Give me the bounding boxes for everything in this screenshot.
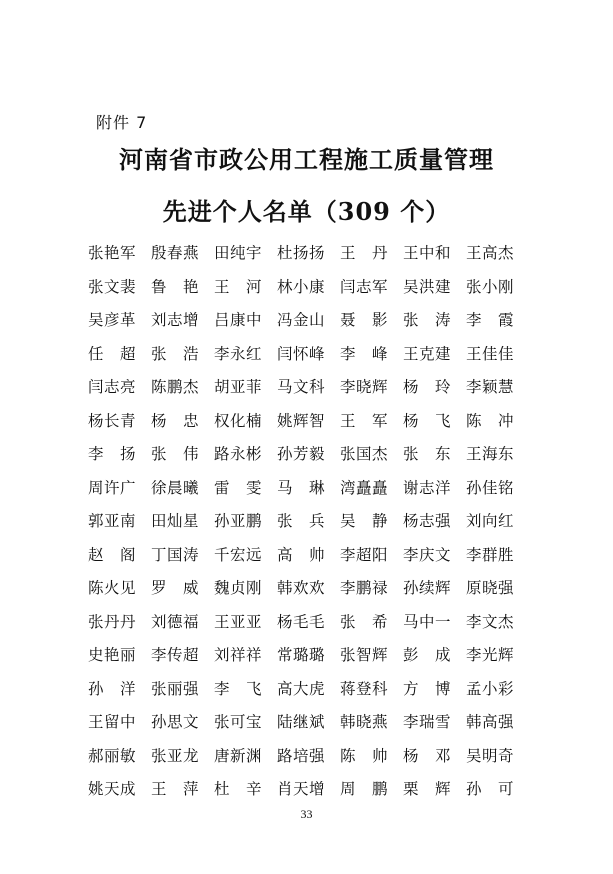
- person-name: 李鹏禄: [340, 579, 389, 597]
- person-name: 殷春燕: [151, 244, 200, 262]
- person-name: 路永彬: [214, 445, 263, 463]
- person-name: 李光辉: [466, 646, 515, 664]
- person-name: 孙佳铭: [466, 478, 515, 497]
- person-name: 李庆文: [403, 545, 452, 564]
- person-name: 王海东: [466, 445, 515, 463]
- person-name: 杜扬扬: [277, 244, 326, 262]
- person-name: 杨 忠: [151, 411, 200, 430]
- person-name: 孙思文: [151, 713, 200, 731]
- page-number: 33: [300, 807, 313, 821]
- person-name: 王中和: [403, 244, 452, 262]
- person-name: 孟小彩: [466, 679, 515, 698]
- person-name: 周许广: [88, 478, 137, 497]
- person-name: 闫志亮: [88, 378, 137, 396]
- person-name: 李瑞雪: [403, 713, 452, 731]
- person-name: 雷 雯: [214, 478, 263, 497]
- person-name: 陈鹏杰: [151, 378, 200, 396]
- person-name: 刘向红: [466, 512, 515, 530]
- person-name: 张 兵: [277, 512, 326, 530]
- person-name: 吴洪建: [403, 277, 452, 296]
- person-name: 李 飞: [214, 679, 263, 698]
- person-name: 孙 洋: [88, 679, 137, 698]
- document-title: 河南省市政公用工程施工质量管理: [119, 145, 494, 174]
- attachment-label: 附件 7: [96, 113, 148, 132]
- person-name: 李 扬: [88, 445, 137, 463]
- person-name: 王 河: [214, 277, 263, 296]
- person-name: 权化楠: [214, 411, 263, 430]
- person-name: 韩晓燕: [340, 713, 389, 731]
- person-name: 李晓辉: [340, 378, 389, 396]
- person-name: 胡亚菲: [214, 378, 263, 396]
- person-name: 孙芳毅: [277, 445, 326, 463]
- person-name: 肖天增: [277, 780, 326, 798]
- person-name: 张 浩: [151, 344, 200, 363]
- person-name: 李永红: [214, 344, 263, 363]
- person-name: 闫怀峰: [277, 344, 326, 363]
- person-name: 聂 影: [340, 311, 389, 329]
- person-name: 张国杰: [340, 445, 389, 463]
- person-name: 丁国涛: [151, 545, 200, 564]
- person-name: 王克建: [403, 344, 452, 363]
- person-name: 孙 可: [466, 780, 515, 798]
- person-name: 常璐璐: [277, 646, 326, 664]
- person-name: 马 琳: [277, 478, 326, 497]
- person-name: 陆继斌: [277, 713, 326, 731]
- person-name: 李文杰: [466, 612, 515, 631]
- person-name: 湾矗矗: [340, 478, 389, 497]
- person-name: 高大虎: [277, 679, 326, 698]
- person-name: 原晓强: [466, 579, 515, 597]
- person-name: 刘德福: [151, 612, 200, 631]
- person-name: 刘祥祥: [214, 646, 263, 664]
- person-name: 李颖慧: [466, 378, 515, 396]
- person-name: 吕康中: [214, 311, 263, 329]
- person-name: 张丽强: [151, 679, 200, 698]
- person-name: 郭亚南: [88, 512, 137, 530]
- person-name: 陈 冲: [466, 411, 515, 430]
- person-name: 王留中: [88, 713, 137, 731]
- person-name: 张文裴: [88, 277, 137, 296]
- person-name: 吴 静: [340, 512, 389, 530]
- person-name: 田纯宇: [214, 244, 263, 262]
- person-name: 李群胜: [466, 545, 515, 564]
- person-name: 周 鹏: [340, 780, 389, 798]
- person-name: 张 涛: [403, 311, 452, 329]
- person-name: 鲁 艳: [151, 277, 200, 296]
- person-name: 韩高强: [466, 713, 515, 731]
- person-name: 孙亚鹏: [214, 512, 263, 530]
- person-name: 路培强: [277, 746, 326, 765]
- person-name: 张丹丹: [88, 612, 137, 631]
- person-name: 张 希: [340, 612, 389, 631]
- person-name: 任 超: [88, 344, 137, 363]
- person-name: 田灿星: [151, 512, 200, 530]
- person-name: 张可宝: [214, 713, 263, 731]
- person-name: 罗 威: [151, 579, 200, 597]
- person-name: 张智辉: [340, 646, 389, 664]
- person-name: 高 帅: [277, 545, 326, 564]
- person-name: 李传超: [151, 646, 200, 664]
- person-name: 王 萍: [151, 780, 200, 798]
- person-name: 杨 飞: [403, 411, 452, 430]
- person-name: 李 霞: [466, 311, 515, 329]
- person-name: 陈 帅: [340, 746, 389, 765]
- person-name: 栗 辉: [403, 780, 452, 798]
- person-name: 马中一: [403, 612, 452, 631]
- person-name: 史艳丽: [88, 646, 137, 664]
- person-name: 郝丽敏: [88, 746, 137, 765]
- person-name: 杜 辛: [214, 780, 263, 798]
- person-name: 杨 玲: [403, 378, 452, 396]
- person-name: 张小刚: [466, 277, 515, 296]
- person-name: 刘志增: [151, 311, 200, 329]
- person-name: 千宏远: [214, 545, 263, 564]
- person-name: 王佳佳: [466, 344, 515, 363]
- person-name: 张 伟: [151, 445, 200, 463]
- person-name: 吴明奇: [466, 746, 515, 765]
- person-name: 杨毛毛: [277, 612, 326, 631]
- person-name: 李超阳: [340, 545, 389, 564]
- person-name: 王高杰: [466, 244, 515, 262]
- person-name: 冯金山: [277, 311, 326, 329]
- person-name: 王亚亚: [214, 612, 263, 631]
- person-name: 孙续辉: [403, 579, 452, 597]
- person-name: 李 峰: [340, 344, 389, 363]
- person-name: 林小康: [277, 277, 326, 296]
- person-name: 徐晨曦: [151, 478, 200, 497]
- person-name: 姚辉智: [277, 411, 326, 430]
- person-name: 彭 成: [403, 646, 452, 664]
- person-name: 谢志洋: [403, 478, 452, 497]
- person-name: 马文科: [277, 378, 326, 396]
- person-name: 吴彦革: [88, 311, 137, 329]
- person-name: 杨 邓: [403, 746, 452, 765]
- person-name: 赵 阁: [88, 545, 137, 564]
- person-name: 方 博: [403, 679, 452, 698]
- person-name: 姚天成: [88, 780, 137, 798]
- person-name: 王 军: [340, 411, 389, 430]
- person-name: 王 丹: [340, 244, 389, 262]
- person-name: 陈火见: [88, 579, 137, 597]
- person-name: 杨志强: [403, 512, 452, 530]
- person-name: 韩欢欢: [277, 579, 326, 597]
- person-name: 杨长青: [88, 411, 137, 430]
- person-name: 张艳军: [88, 244, 137, 262]
- document-subtitle: 先进个人名单（309 个）: [162, 197, 451, 226]
- person-name: 魏贞刚: [214, 579, 263, 597]
- person-name: 唐新渊: [214, 746, 263, 765]
- person-name: 张 东: [403, 445, 452, 463]
- person-name: 蒋登科: [340, 679, 389, 698]
- person-name: 闫志军: [340, 277, 389, 296]
- person-name: 张亚龙: [151, 746, 200, 765]
- name-list: [88, 237, 530, 807]
